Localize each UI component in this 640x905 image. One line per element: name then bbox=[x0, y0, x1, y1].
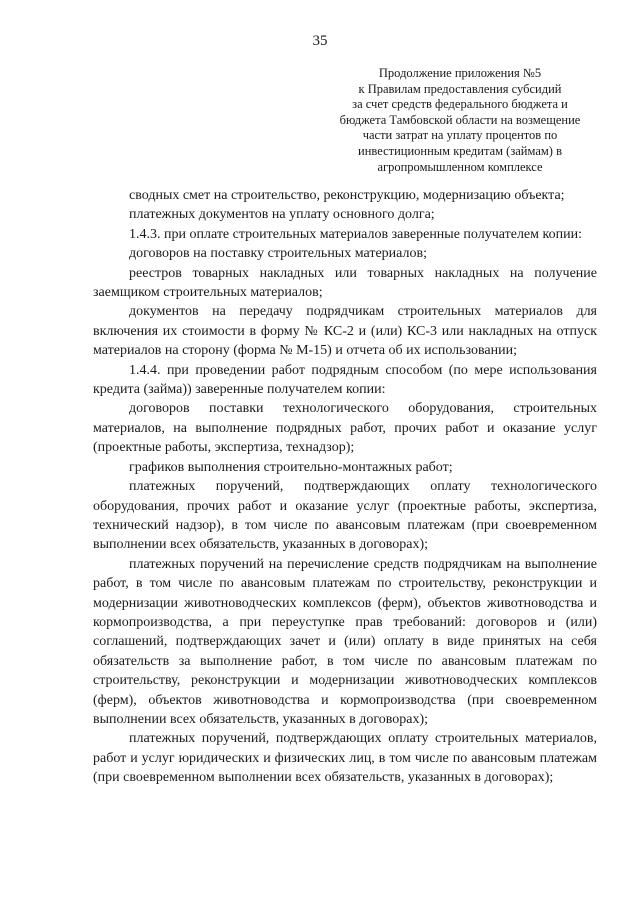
appendix-note bbox=[330, 66, 590, 175]
paragraph: договоров поставки технологического оборудования, строительных материалов, на выполнение подрядных работ, прочих работ и оказание услуг (проектные работы, экспертиза, технадзор); bbox=[93, 401, 597, 456]
paragraph: договоров на поставку строительных материалов; bbox=[129, 246, 427, 262]
paragraph: документов на передачу подрядчикам строительных материалов для включения их стоимости в форму № КС-2 и (или) КС-3 или накладных на отпуск материалов на сторону (форма № М-15) и отчета об их использовании; bbox=[93, 304, 597, 359]
paragraph: платежных поручений, подтверждающих оплату технологического оборудования, прочих работ и оказание услуг (проектные работы, экспертиза, технический надзор), в том числе по авансовым платежам (при своевременном выполнении всех обязательств, указанных в договорах); bbox=[93, 479, 597, 553]
appendix-note-line: Продолжение приложения №5 bbox=[378, 66, 542, 80]
paragraph: 1.4.4. при проведении работ подрядным способом (по мере использования кредита (займа)) заверенные получателем копии: bbox=[93, 362, 597, 398]
appendix-note-line: к Правилам предоставления субсидий bbox=[358, 81, 562, 96]
document-body bbox=[93, 186, 597, 788]
appendix-note-line: бюджета Тамбовской области на возмещение bbox=[339, 112, 581, 127]
paragraph: 1.4.3. при оплате строительных материалов заверенные получателем копии: bbox=[129, 226, 582, 242]
appendix-note-line: агропромышленном комплексе bbox=[377, 159, 543, 174]
appendix-note-line: за счет средств федерального бюджета и bbox=[352, 97, 568, 112]
paragraph: платежных поручений, подтверждающих оплату строительных материалов, работ и услуг юридических и физических лиц, в том числе по авансовым платежам (при своевременном выполнении всех обязательств, указанных в договорах); bbox=[93, 731, 597, 786]
appendix-note-line: части затрат на уплату процентов по bbox=[362, 128, 558, 143]
appendix-note-line: инвестиционным кредитам (займам) в bbox=[358, 143, 562, 158]
paragraph: платежных документов на уплату основного долга; bbox=[129, 207, 435, 223]
paragraph: реестров товарных накладных или товарных накладных на получение заемщиком строительных материалов; bbox=[93, 265, 597, 301]
paragraph: сводных смет на строительство, реконструкцию, модернизацию объекта; bbox=[129, 188, 565, 203]
paragraph: графиков выполнения строительно-монтажных работ; bbox=[129, 459, 453, 475]
page-number: 35 bbox=[312, 33, 328, 49]
paragraph: платежных поручений на перечисление средств подрядчикам на выполнение работ, в том числе по авансовым платежам по строительству, реконструкции и модернизации животноводческих комплексов (ферм), объектов животноводства и кормопроизводства, а при переуступке прав требований: договоров и (или) соглашений, подтверждающих зачет и (или) оплату в виде принятых на себя обязательств за выполнение работ, в том числе по авансовым платежам по строительству, реконструкции и модернизации животноводческих комплексов (ферм), объектов животноводства и кормопроизводства (при своевременном выполнении всех обязательств, указанных в договорах); bbox=[93, 556, 597, 727]
